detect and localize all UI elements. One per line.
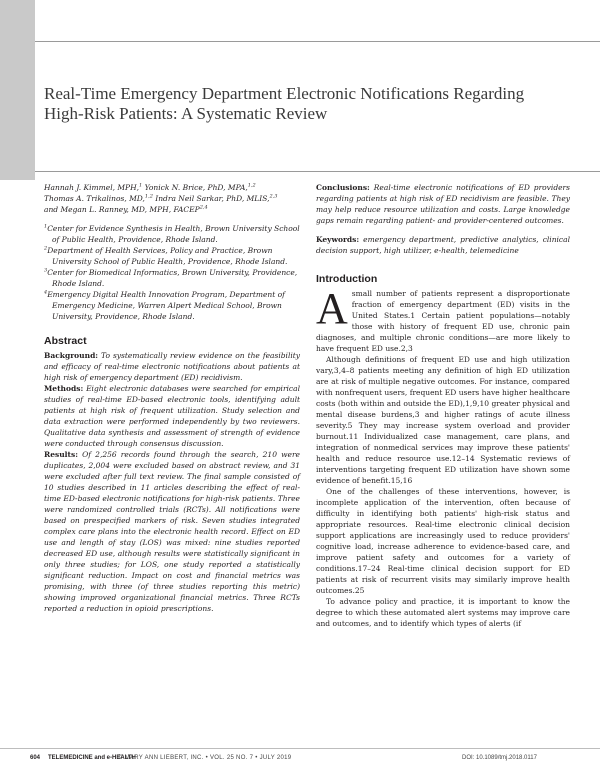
affiliation-1: $^1$Center for Evidence Synthesis in Health, Brown University School of Public Health, Providence, Rhode Island.: [44, 223, 300, 244]
header-rule: [35, 171, 600, 172]
left-column: [44, 182, 300, 614]
journal-name: TELEMEDICINE and e-HEALTH: [48, 755, 136, 761]
doi: DOI: 10.1089/tmj.2018.0117: [462, 755, 537, 761]
abstract-background: Background: To systematically review evidence on the feasibility and efficacy of real-time electronic notifications about patients at high risk of emergency department (ED) recidivism.: [44, 351, 300, 382]
page-number: 604: [30, 755, 41, 761]
article-title: Real-Time Emergency Department Electronic Notifications Regarding High-Risk Patients: A Systematic Review: [44, 84, 525, 123]
intro-paragraph-1: Asmall number of patients represent a disproportionate fraction of emergency department (ED) visits in the United States.1 Certain patient populations—notably those with history of frequent ED use, chronic pain diagnoses, and multiple chronic conditions—are more likely to have frequent ED use.2,3: [316, 284, 570, 353]
introduction-heading: Introduction: [316, 273, 378, 285]
affiliation-3: $^3$Center for Biomedical Informatics, Brown University, Providence, Rhode Island.: [44, 267, 298, 288]
intro-paragraph-3: One of the challenges of these interventions, however, is incomplete application of the intervention, often because of difficulty in identifying both patients' high-risk status and appropriate resources. Real-time electronic clinical decision support applications are increasingly used to reduce providers' cognitive load, increase adherence to evidence-based care, and improve patient safety and outcomes for a variety of conditions.17–24 Real-time clinical decision support for ED patients at risk of recurrent visits may similarly improve health outcomes.25: [316, 487, 570, 595]
abstract-results: Results: Of 2,256 records found through the search, 210 were duplicates, 2,004 were excluded based on abstract review, and 31 were excluded after full text review. The final sample consisted of 10 studies described in 11 articles describing the effect of real-time ED-based electronic notifications for high-risk patients. Three were randomized controlled trials (RCTs). All notifications were based on prespecified markers of risk. Seven studies integrated complex care plans into the electronic health record. Effect on ED use and length of stay (LOS) was mixed: nine studies reported decreased ED use, although results were statistically significant in only three studies; for LOS, one study reported a statistically significant reduction. Impact on cost and financial metrics was promising, with three (of three studies reporting this metric) showing improved organizational financial metrics. Three RCTs reported a reduction in opioid prescriptions.: [44, 450, 300, 613]
author-list: Hannah J. Kimmel, MPH,$^1$ Yonick N. Brice, PhD, MPA,$^{1,2}$ Thomas A. Trikalinos, MD,$^{1,2}$ Indra Neil Sarkar, PhD, MLIS,$^{2,3}$ and Megan L. Ranney, MD, MPH, FACEP$^{2,4}$: [44, 182, 278, 214]
introduction-body: [316, 284, 570, 629]
drop-cap: A: [316, 284, 348, 333]
intro-paragraph-4: To advance policy and practice, it is important to know the degree to which these automated alert systems may improve care and outcomes, and to identify which types of alerts (if: [316, 597, 570, 628]
abstract-conclusions: Conclusions: Real-time electronic notifications of ED providers regarding patients at high risk of ED recidivism are feasible. They may help reduce resource utilization and costs. Large knowledge gaps remain regarding patient- and provider-centered outcomes.: [316, 183, 570, 225]
affiliation-2: $^2$Department of Health Services, Policy and Practice, Brown University School of Public Health, Providence, Rhode Island.: [44, 245, 288, 266]
keywords: Keywords: emergency department, predictive analytics, clinical decision support, high utilizer, e-health, telemedicine: [316, 235, 570, 255]
margin-tab: [0, 0, 35, 180]
abstract-heading: Abstract: [44, 335, 87, 347]
intro-paragraph-2: Although definitions of frequent ED use and high utilization vary,3,4–8 patients meeting any definition of high ED utilization are at risk of multiple negative outcomes. For instance, compared with nonfrequent users, frequent ED users have higher healthcare costs (both within and outside the ED),1,9,10 greater physical and mental disease burdens,3 and higher ratings of acute illness severity.5 They may increase system overload and provider burnout.11 Individualized case management, care plans, and integration of nonmedical services may improve these patients' health and reduce resource use.12–14 Systematic reviews of interventions targeting frequent ED utilization have shown some evidence of benefit.15,16: [316, 355, 570, 485]
abstract-methods: Methods: Eight electronic databases were searched for empirical studies of real-time ED-based electronic tools, identifying adult patients at high risk of frequent utilization. Study selection and data extraction were performed independently by two reviewers. Qualitative data synthesis and assessment of strength of evidence were conducted through consensus discussion.: [44, 384, 300, 448]
right-column: [316, 182, 570, 629]
page-footer: [0, 748, 600, 769]
publication-info: © MARY ANN LIEBERT, INC. • VOL. 25 NO. 7 • JULY 2019: [118, 755, 292, 761]
affiliation-4: $^4$Emergency Digital Health Innovation Program, Department of Emergency Medicine, Warren Alpert Medical School, Brown University, Providence, Rhode Island.: [44, 289, 285, 321]
affiliations: [44, 223, 300, 322]
top-rule: [35, 41, 600, 42]
abstract-body: [44, 350, 300, 614]
